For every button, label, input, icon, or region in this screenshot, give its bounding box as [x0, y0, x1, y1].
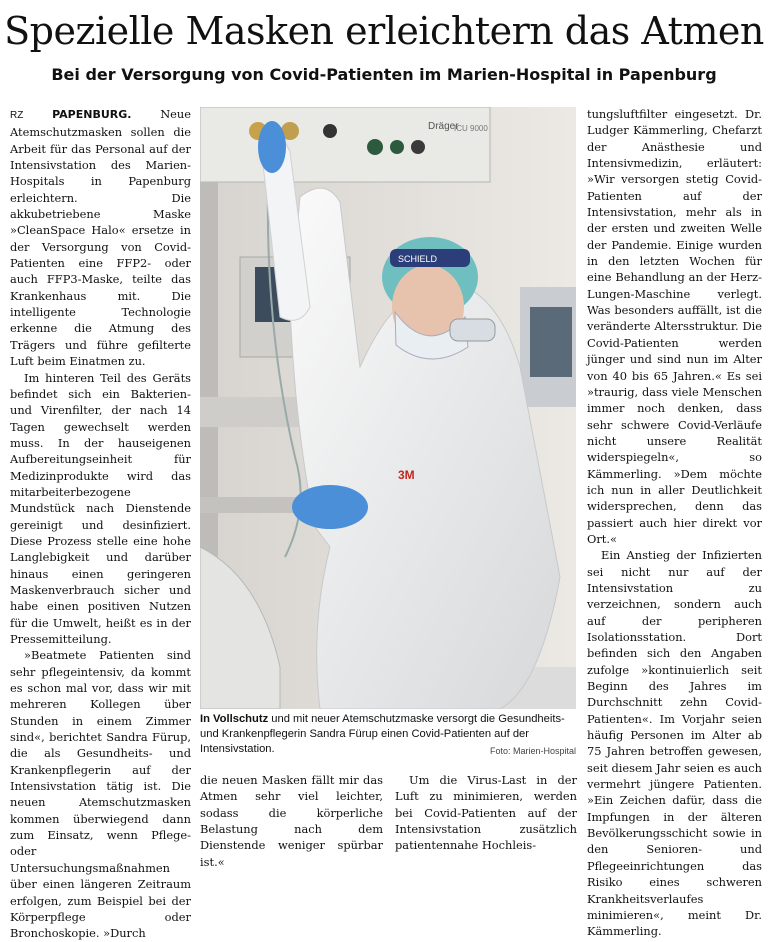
paragraph: Um die Virus-Last in der Luft zu minimieren, werden bei Covid-Patienten auf der Intensivstation zusätzlich patientennahe Hochleis- — [395, 773, 577, 853]
paragraph: die neuen Masken fällt mir das Atmen sehr viel leichter, sodass die körperliche Belastung nach dem Dienstende weniger spürbar ist.« — [200, 773, 383, 869]
dateline: PAPENBURG. — [52, 108, 132, 121]
device-brand: Dräger — [428, 121, 459, 132]
suit-logo: 3M — [398, 468, 415, 482]
byline: RZ — [10, 110, 24, 121]
article-photo — [200, 107, 576, 709]
article-column-1 — [10, 106, 191, 942]
paragraph-text: Neue Atemschutzmasken sollen die Arbeit für das Personal auf der Intensivstation des Marien-Hospitals in Papenburg erleichtern. Die akkubetriebene Maske »CleanSpace Halo« ersetze in der Versorgung von Covid-Patienten eine FFP2- oder auch FFP3-Maske, teilte das Krankenhaus mit. Die intelligente Technologie erkenne die Atmung des Trägers und führe gefilterte Luft beim Einatmen zu. — [10, 107, 191, 369]
article-column-4 — [587, 106, 762, 940]
caption-lead: In Vollschutz — [200, 713, 269, 725]
visor-text: SCHIELD — [398, 254, 438, 264]
device-model: ICU 9000 — [454, 124, 488, 133]
paragraph — [10, 106, 191, 370]
photo-credit: Foto: Marien-Hospital — [489, 746, 576, 756]
article-column-2 — [200, 772, 383, 870]
paragraph: Im hinteren Teil des Geräts befindet sich ein Bakterien- und Virenfilter, der nach 14 Tagen gewechselt werden muss. In der hauseigenen Aufbereitungseinheit für Medizinprodukte wird das mitarbeiterbezogene Mundstück nach Dienstende gereinigt und desinfiziert. Diese Prozess stelle eine hohe Langlebigkeit und darüber hinaus einen geringeren Maskenverbrauch sicher und habe einen positiven Nutzen für die Umwelt, heißt es in der Pressemitteilung. — [10, 370, 191, 646]
photo-caption — [200, 712, 576, 759]
headline: Spezielle Masken erleichtern das Atmen — [4, 9, 764, 53]
paragraph: tungsluftfilter eingesetzt. Dr. Ludger Kämmerling, Chefarzt der Anästhesie und Intensivmedizin, erläutert: »Wir versorgen stetig Covid-Patienten auf der Intensivstation, mehr als in der ersten und zweiten Welle der Pandemie. Einige wurden in den letzten Wochen für eine Behandlung an der Herz-Lungen-Maschine verlegt. Was besonders auffällt, ist die veränderte Altersstruktur. Die Covid-Patienten werden jünger und sind nun im Alter von 40 bis 65 Jahren.« Es sei »traurig, dass viele Menschen immer noch denken, dass sehr schwere Covid-Verläufe nicht unsere Realität widerspiegeln«, so Kämmerling. »Dem möchte ich nun in aller Deutlichkeit widersprechen, denn das passiert auch hier direkt vor Ort.« — [587, 107, 762, 546]
paragraph: »Beatmete Patienten sind sehr pflegeintensiv, da kommt es schon mal vor, dass wir mit mehreren Kollegen über Stunden in einem Zimmer sind«, berichtet Sandra Fürup, die als Gesundheits- und Krankenpflegerin auf der Intensivstation tätig ist. Die neuen Atemschutzmasken kommen überwiegend dann zum Einsatz, wenn Pflege- oder Untersuchungsmaßnahmen über einen längeren Zeitraum erfolgen, zum Beispiel bei der Körperpflege oder Bronchoskopie. »Durch — [10, 648, 191, 941]
subheadline: Bei der Versorgung von Covid-Patienten im Marien-Hospital in Papenburg — [51, 65, 717, 84]
caption-text: und mit neuer Atemschutzmaske versorgt die Gesundheits- und Krankenpflegerin Sandra Fürup einen Covid-Patienten auf der Intensivstation. — [200, 713, 565, 755]
paragraph: Ein Anstieg der Infizierten sei nicht nur auf der Intensivstation zu verzeichnen, sondern auch auf der peripheren Isolationsstation. Dort befinden sich den Angaben zufolge »kontinuierlich seit Beginn des Jahres im Durchschnitt zehn Covid-Patienten«. Im Vorjahr seien häufig Personen im Alter ab 75 Jahren betroffen gewesen, seit diesem Jahr seien es auch vermehrt jüngere Patienten. »Ein Zeichen dafür, dass die Impfungen in der älteren Bevölkerungsschicht sowie in den Senioren- und Pflegeeinrichtungen das Risiko eines schweren Krankheitsverlaufes minimieren«, meint Dr. Kämmerling. — [587, 548, 762, 939]
article-column-3 — [395, 772, 577, 854]
